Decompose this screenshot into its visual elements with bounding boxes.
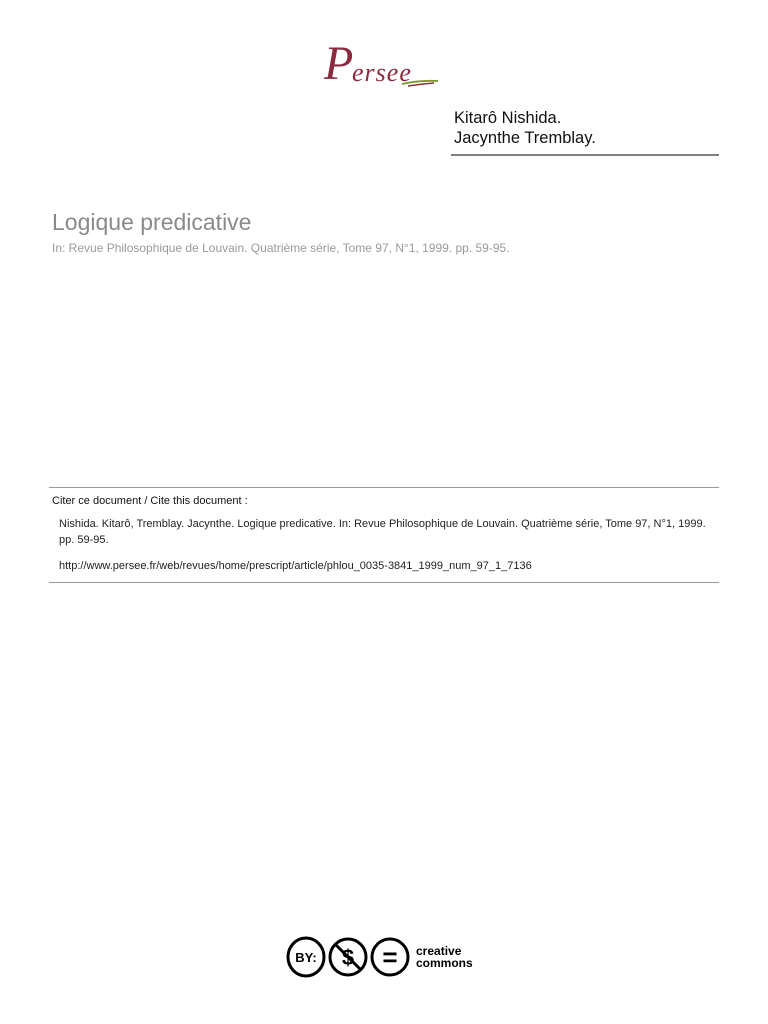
author-list	[454, 108, 719, 148]
logo-swoosh-icon	[400, 78, 440, 88]
cc-nd-symbol: =	[382, 942, 398, 972]
logo-initial: P	[324, 37, 354, 90]
author-name: Kitarô Nishida.	[454, 109, 562, 127]
creative-commons-license[interactable]	[286, 936, 486, 978]
logo-wordmark: ersee	[352, 58, 412, 87]
author-name: Jacynthe Tremblay.	[454, 129, 596, 147]
cc-nd-icon	[372, 939, 408, 975]
citation-url-link[interactable]: http://www.persee.fr/web/revues/home/prescript/article/phlou_0035-3841_1999_num_97_1_7136	[59, 560, 532, 572]
cc-wordmark-top: creative	[416, 944, 462, 958]
citation-text: Nishida. Kitarô, Tremblay. Jacynthe. Logique predicative. In: Revue Philosophique de Louvain. Quatrième série, Tome 97, N°1, 1999. pp. 59-95.	[59, 518, 706, 546]
cc-by-icon	[288, 938, 324, 976]
cc-nc-icon	[330, 939, 366, 975]
article-source: In: Revue Philosophique de Louvain. Quatrième série, Tome 97, N°1, 1999. pp. 59-95.	[52, 241, 510, 255]
article-title: Logique predicative	[52, 209, 252, 235]
author-divider	[451, 154, 719, 156]
cc-by-label: BY:	[295, 950, 317, 965]
citation-box	[49, 487, 719, 583]
cc-wordmark-bottom: commons	[416, 956, 473, 970]
citation-heading: Citer ce document / Cite this document :	[52, 495, 248, 507]
cc-nc-symbol: $	[341, 945, 355, 970]
cc-wordmark	[416, 944, 473, 970]
persee-logo	[322, 37, 444, 94]
